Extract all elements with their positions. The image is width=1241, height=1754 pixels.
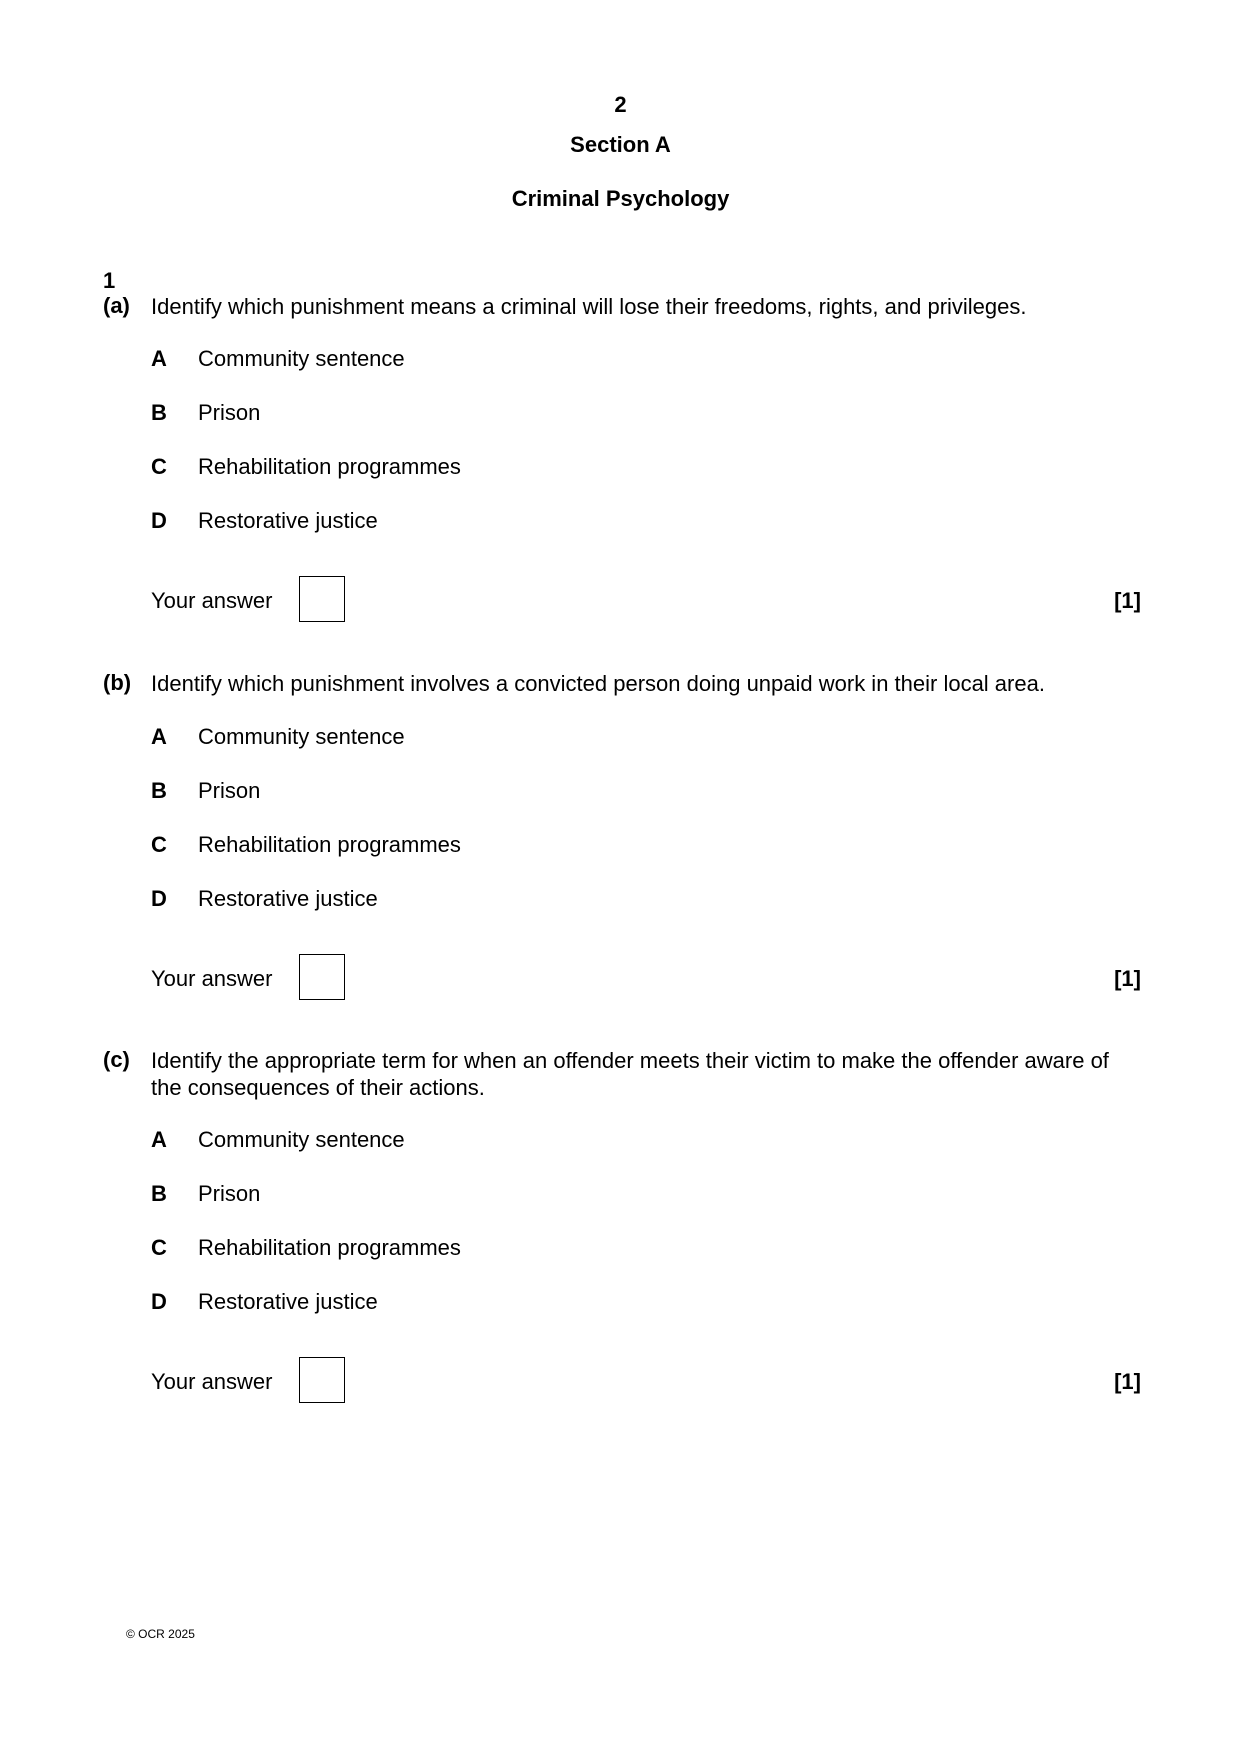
part-label: (a) bbox=[103, 293, 130, 318]
option-text: Prison bbox=[198, 778, 261, 803]
answer-box[interactable] bbox=[299, 954, 345, 1000]
part-question-text: Identify which punishment means a criminal will lose their freedoms, rights, and privileges. bbox=[151, 294, 1027, 319]
section-subtitle: Criminal Psychology bbox=[511, 186, 730, 211]
option-letter: A bbox=[151, 1127, 167, 1152]
marks-label: [1] bbox=[1114, 1369, 1141, 1394]
part-question-text: Identify which punishment involves a convicted person doing unpaid work in their local area. bbox=[151, 671, 1045, 696]
answer-label: Your answer bbox=[151, 966, 273, 991]
answer-row bbox=[151, 576, 1141, 624]
option-letter: D bbox=[151, 508, 167, 533]
option-text: Restorative justice bbox=[198, 886, 378, 911]
marks-label: [1] bbox=[1114, 588, 1141, 613]
option-letter: B bbox=[151, 400, 167, 425]
answer-row bbox=[151, 954, 1141, 1002]
part-label: (c) bbox=[103, 1047, 130, 1072]
option-text: Rehabilitation programmes bbox=[198, 1235, 461, 1260]
answer-row bbox=[151, 1357, 1141, 1405]
marks-label: [1] bbox=[1114, 966, 1141, 991]
option-letter: D bbox=[151, 886, 167, 911]
option-letter: C bbox=[151, 1235, 167, 1260]
answer-box[interactable] bbox=[299, 1357, 345, 1403]
answer-label: Your answer bbox=[151, 588, 273, 613]
option-letter: D bbox=[151, 1289, 167, 1314]
part-question-text: Identify the appropriate term for when an offender meets their victim to make the offender aware of the consequences of their actions. bbox=[151, 1048, 1109, 1100]
option-text: Prison bbox=[198, 400, 261, 425]
option-letter: A bbox=[151, 724, 167, 749]
option-letter: C bbox=[151, 454, 167, 479]
option-text: Community sentence bbox=[198, 346, 405, 371]
option-text: Restorative justice bbox=[198, 508, 378, 533]
option-text: Rehabilitation programmes bbox=[198, 454, 461, 479]
option-letter: B bbox=[151, 778, 167, 803]
option-text: Community sentence bbox=[198, 724, 405, 749]
answer-box[interactable] bbox=[299, 576, 345, 622]
part-label: (b) bbox=[103, 670, 132, 695]
section-title: Section A bbox=[570, 132, 671, 157]
option-text: Prison bbox=[198, 1181, 261, 1206]
copyright-footer: © OCR 2025 bbox=[126, 1627, 195, 1641]
option-text: Rehabilitation programmes bbox=[198, 832, 461, 857]
option-text: Community sentence bbox=[198, 1127, 405, 1152]
option-letter: C bbox=[151, 832, 167, 857]
option-text: Restorative justice bbox=[198, 1289, 378, 1314]
option-letter: B bbox=[151, 1181, 167, 1206]
question-number: 1 bbox=[103, 268, 116, 293]
answer-label: Your answer bbox=[151, 1369, 273, 1394]
page-number: 2 bbox=[614, 92, 627, 117]
option-letter: A bbox=[151, 346, 167, 371]
